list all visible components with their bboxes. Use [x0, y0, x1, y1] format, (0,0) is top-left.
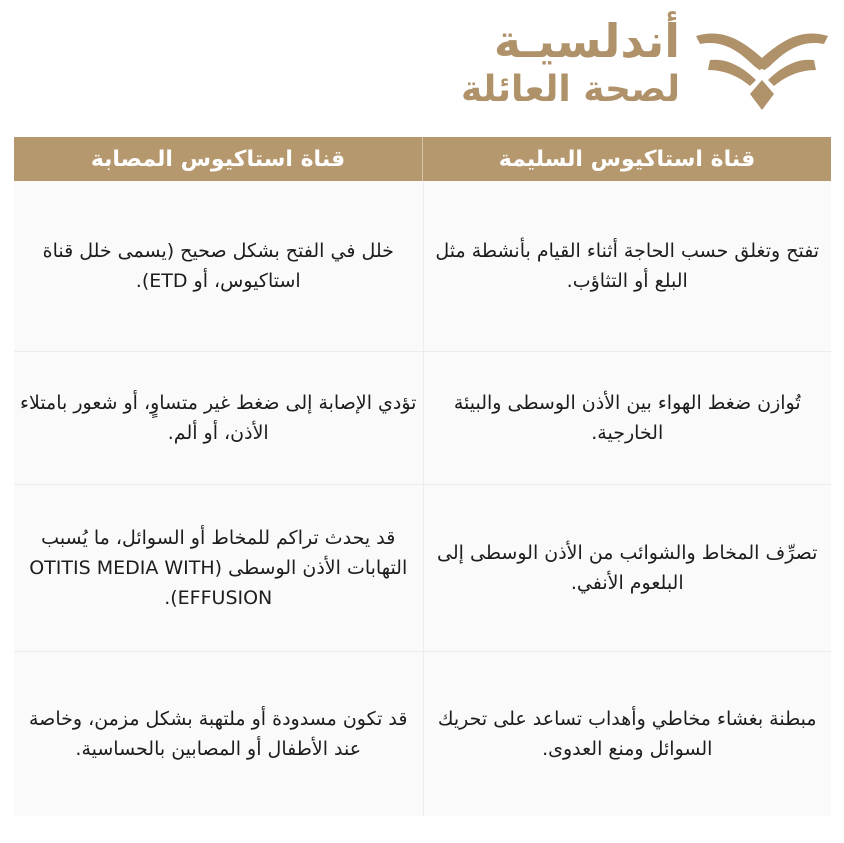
header-healthy: قناة استاكيوس السليمة	[422, 137, 831, 181]
brand-name: أندلسيـة	[493, 14, 680, 68]
cell-affected: خلل في الفتح بشكل صحيح (يسمى خلل قناة استاكيوس، أو ETD).	[42, 240, 394, 292]
table-row	[14, 352, 831, 485]
table-row	[14, 485, 831, 652]
cell-affected: قد تكون مسدودة أو ملتهبة بشكل مزمن، وخاصة عند الأطفال أو المصابين بالحساسية.	[29, 708, 408, 760]
brand-logo	[452, 14, 832, 124]
brand-wordmark	[450, 14, 680, 112]
cell-healthy: مبطنة بغشاء مخاطي وأهداب تساعد على تحريك السوائل ومنع العدوى.	[423, 652, 832, 816]
brand-tagline: لصحة العائلة	[460, 69, 680, 110]
comparison-table	[14, 137, 831, 816]
cell-affected: قد يحدث تراكم للمخاط أو السوائل، ما يُسبب التهابات الأذن الوسطى (OTITIS MEDIA WITH EFFUSION).	[29, 527, 408, 609]
cell-healthy: تُوازن ضغط الهواء بين الأذن الوسطى والبيئة الخارجية.	[423, 352, 832, 484]
cell-affected: تؤدي الإصابة إلى ضغط غير متساوٍ، أو شعور بامتلاء الأذن، أو ألم.	[20, 392, 417, 444]
table-header	[14, 137, 831, 181]
table-row	[14, 181, 831, 352]
andalusia-logo-icon	[692, 14, 832, 119]
table-row	[14, 652, 831, 816]
cell-healthy: تفتح وتغلق حسب الحاجة أثناء القيام بأنشطة مثل البلع أو التثاؤب.	[423, 181, 832, 351]
cell-healthy: تصرِّف المخاط والشوائب من الأذن الوسطى إلى البلعوم الأنفي.	[423, 485, 832, 651]
header-affected: قناة استاكيوس المصابة	[90, 146, 346, 172]
